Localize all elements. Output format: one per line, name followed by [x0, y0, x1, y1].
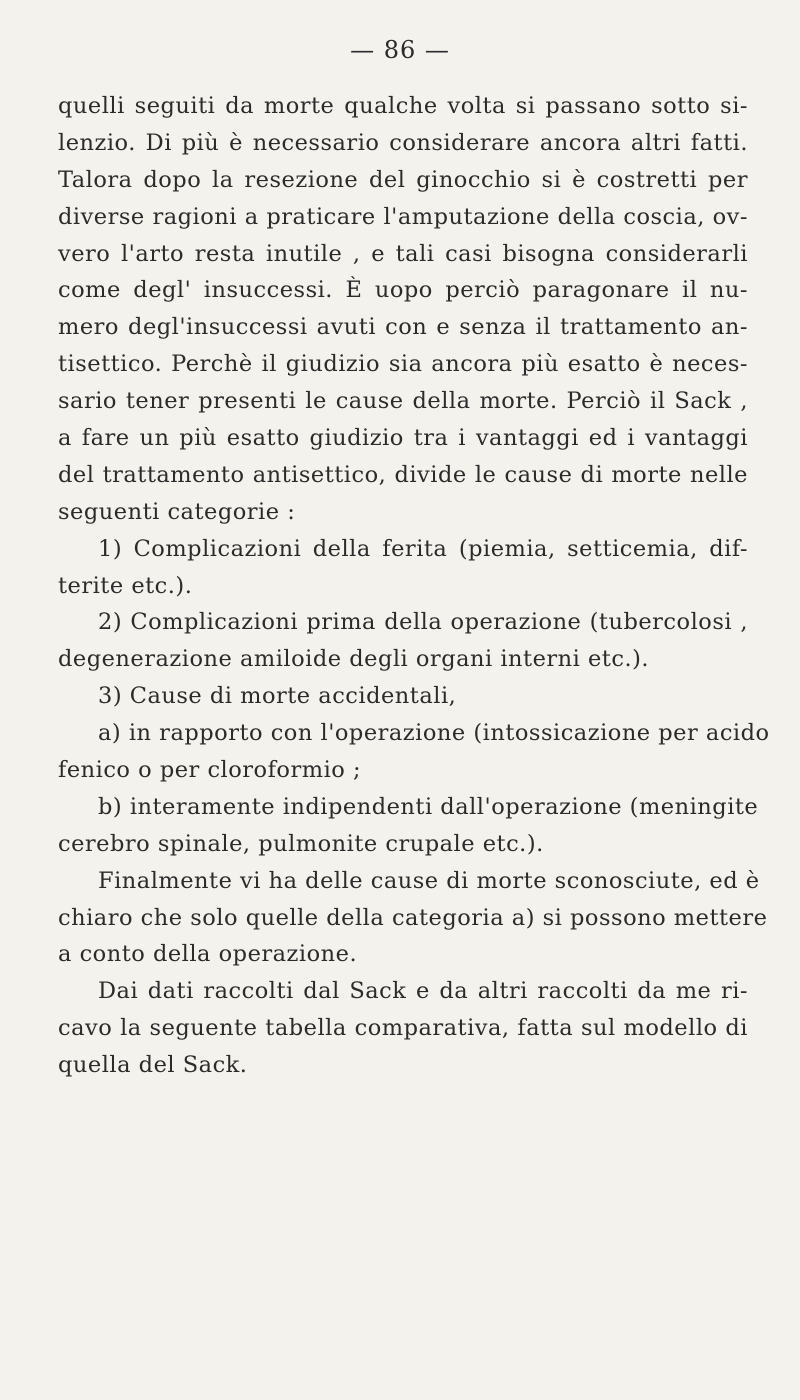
page-number: — 86 —: [350, 36, 450, 64]
text-line: quelli seguiti da morte qualche volta si passano sotto si-: [58, 93, 748, 119]
text-line: Dai dati raccolti dal Sack e da altri raccolti da me ri-: [98, 978, 748, 1005]
text-line: cerebro spinale, pulmonite crupale etc.).: [58, 830, 544, 857]
text-line: 3) Cause di morte accidentali,: [98, 683, 457, 710]
body-text: [58, 88, 770, 1084]
text-line: 2) Complicazioni prima della operazione (tubercolosi ,: [98, 609, 748, 636]
text-line: b) interamente indipendenti dall'operazione (meningite: [98, 793, 759, 820]
text-line: terite etc.).: [58, 572, 193, 599]
text-line: a) in rapporto con l'operazione (intossicazione per acido: [98, 720, 770, 747]
text-line: a fare un più esatto giudizio tra i vantaggi ed i vantaggi: [58, 425, 748, 452]
text-line: del trattamento antisettico, divide le cause di morte nelle: [58, 461, 748, 488]
text-line: cavo la seguente tabella comparativa, fatta sul modello di: [58, 1015, 748, 1042]
text-line: a conto della operazione.: [58, 941, 358, 968]
text-line: sario tener presenti le cause della morte. Perciò il Sack ,: [58, 388, 748, 415]
text-line: 1) Complicazioni della ferita (piemia, setticemia, dif-: [98, 535, 748, 562]
text-line: tisettico. Perchè il giudizio sia ancora più esatto è neces-: [58, 351, 748, 378]
text-line: fenico o per cloroformio ;: [58, 757, 362, 784]
text-line: seguenti categorie :: [58, 498, 296, 525]
text-line: diverse ragioni a praticare l'amputazione della coscia, ov-: [58, 203, 748, 230]
text-line: come degl' insuccessi. È uopo perciò paragonare il nu-: [58, 277, 748, 304]
text-line: mero degl'insuccessi avuti con e senza il trattamento an-: [58, 314, 748, 341]
text-line: degenerazione amiloide degli organi interni etc.).: [58, 646, 650, 673]
text-line: vero l'arto resta inutile , e tali casi bisogna considerarli: [58, 240, 748, 267]
text-line: Talora dopo la resezione del ginocchio si è costretti per: [58, 166, 748, 193]
text-line: Finalmente vi ha delle cause di morte sconosciute, ed è: [98, 867, 760, 894]
text-line: quella del Sack.: [58, 1052, 248, 1079]
text-line: lenzio. Di più è necessario considerare ancora altri fatti.: [58, 129, 748, 156]
text-line: chiaro che solo quelle della categoria a) si possono mettere: [58, 904, 768, 931]
